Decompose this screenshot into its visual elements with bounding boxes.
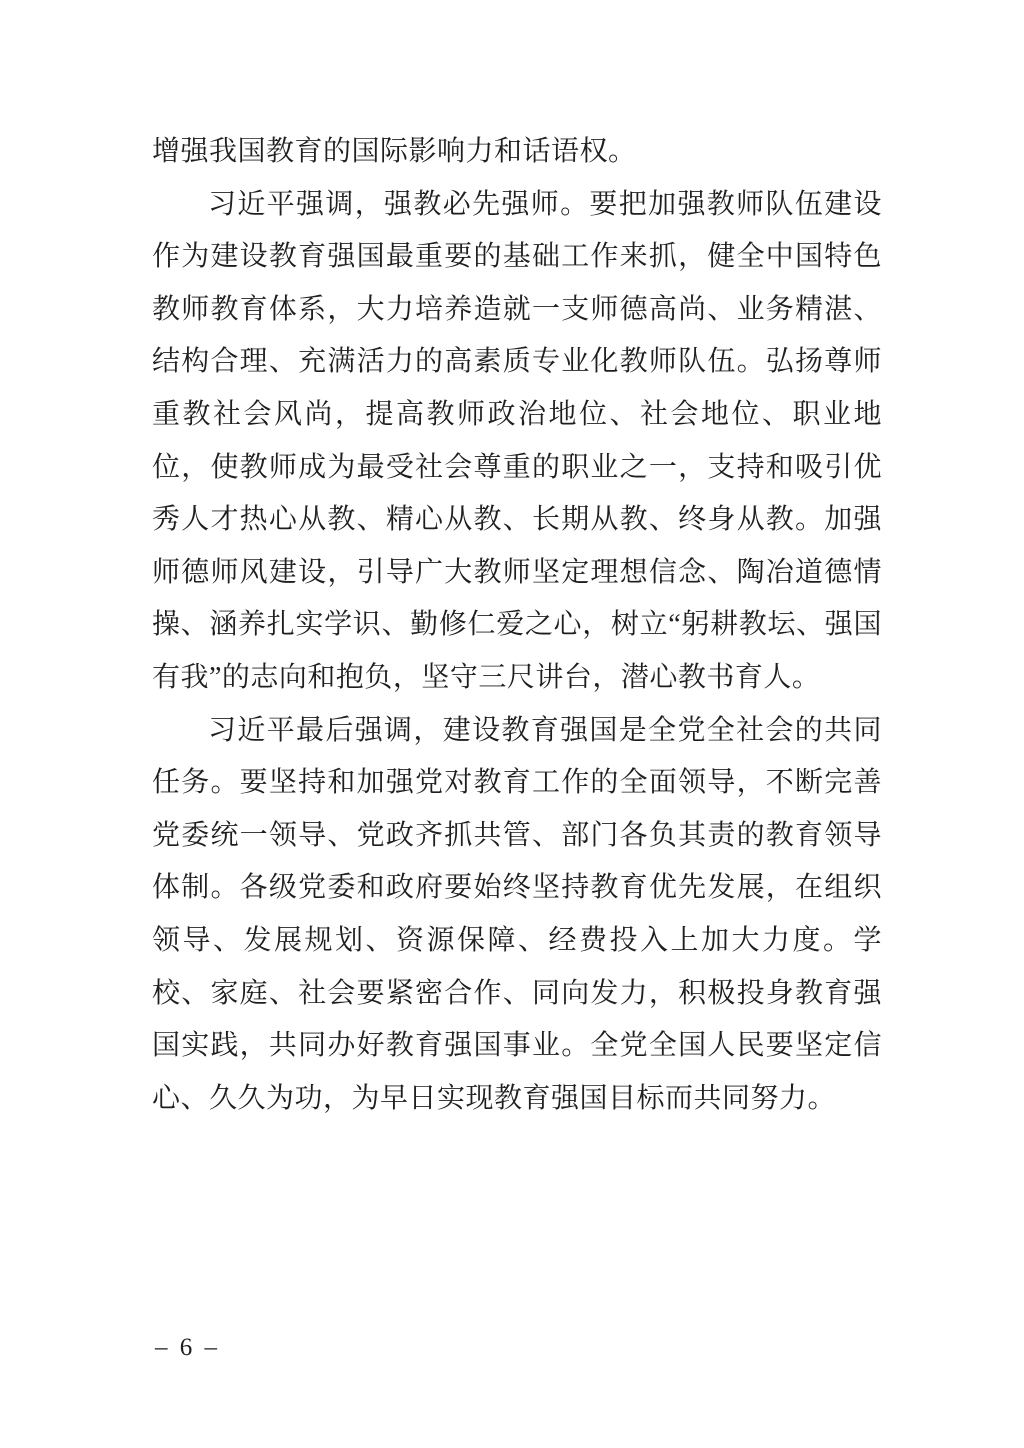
page-number: – 6 – xyxy=(155,1334,220,1361)
paragraph-conclusion: 习近平最后强调，建设教育强国是全党全社会的共同任务。要坚持和加强党对教育工作的全面领导，不断完善党委统一领导、党政齐抓共管、部门各负其责的教育领导体制。各级党委和政府要始终坚持教育优先发展，在组织领导、发展规划、资源保障、经费投入上加大力度。学校、家庭、社会要紧密合作、同向发力，积极投身教育强国实践，共同办好教育强国事业。全党全国人民要坚定信心、久久为功，为早日实现教育强国目标而共同努力。 xyxy=(152,714,882,1114)
document-body xyxy=(152,126,882,1125)
paragraph-teachers: 习近平强调，强教必先强师。要把加强教师队伍建设作为建设教育强国最重要的基础工作来抓，健全中国特色教师教育体系，大力培养造就一支师德高尚、业务精湛、结构合理、充满活力的高素质专业化教师队伍。弘扬尊师重教社会风尚，提高教师政治地位、社会地位、职业地位，使教师成为最受社会尊重的职业之一，支持和吸引优秀人才热心从教、精心从教、长期从教、终身从教。加强师德师风建设，引导广大教师坚定理想信念、陶冶道德情操、涵养扎实学识、勤修仁爱之心，树立“躬耕教坛、强国有我”的志向和抱负，坚守三尺讲台，潜心教书育人。 xyxy=(152,188,882,693)
paragraph-continuation: 增强我国教育的国际影响力和话语权。 xyxy=(152,136,637,167)
